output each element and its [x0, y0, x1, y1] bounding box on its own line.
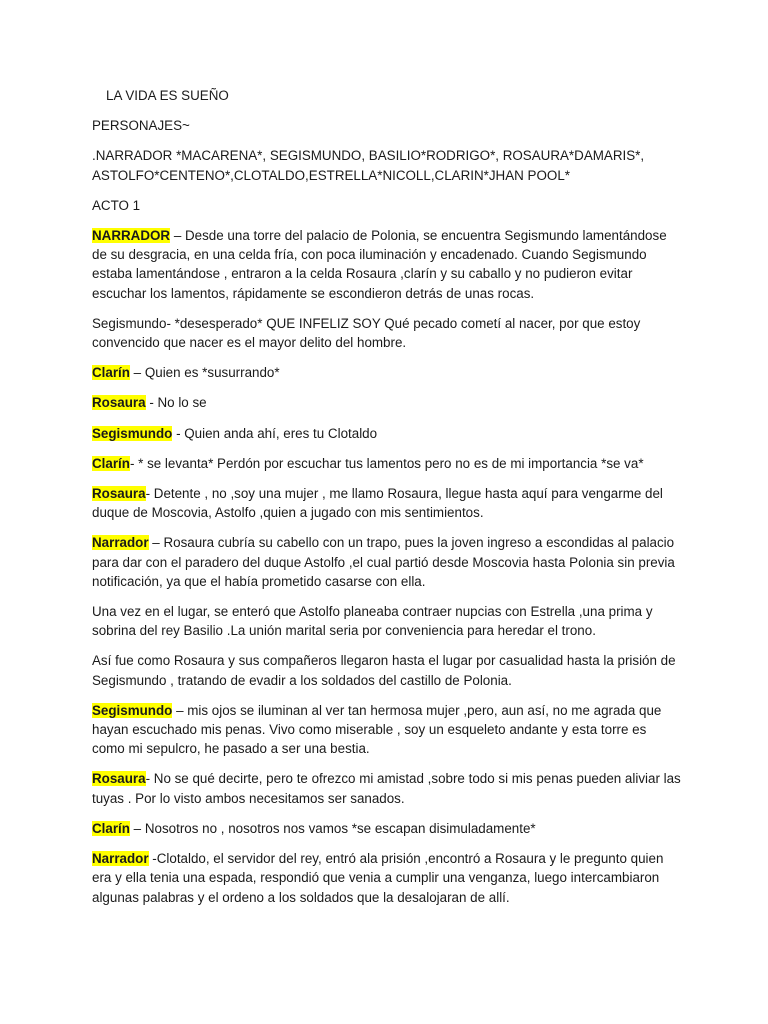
- personajes-heading: PERSONAJES~: [92, 118, 190, 134]
- script-line: [92, 454, 682, 473]
- script-line: [92, 701, 682, 759]
- line-text: Así fue como Rosaura y sus compañeros llegaron hasta el lugar por casualidad hasta la prisión de Segismundo , tratando de evadir a los soldados del castillo de Polonia.: [92, 653, 676, 688]
- speaker-name: Clarín: [92, 365, 130, 381]
- line-text: Segismundo- *desesperado* QUE INFELIZ SOY Qué pecado cometí al nacer, por que estoy convencido que nacer es el mayor delito del hombre.: [92, 315, 641, 351]
- speaker-name: Segismundo: [92, 702, 173, 718]
- act-heading: ACTO 1: [92, 197, 141, 213]
- line-text: - No lo se: [145, 395, 207, 411]
- speaker-name: Narrador: [92, 535, 149, 551]
- script-line: [92, 393, 682, 412]
- line-text: -Clotaldo, el servidor del rey, entró ala prisión ,encontró a Rosaura y le pregunto quien era y ella tenia una espada, respondió que venia a cumplir una venganza, luego intercambiaron algunas palabras y el ordeno a los soldados que la desalojaran de allí.: [92, 851, 664, 905]
- script-line: [92, 363, 682, 382]
- line-text: - * se levanta* Perdón por escuchar tus lamentos pero no es de mi importancia *se va*: [129, 455, 644, 471]
- script-line: [92, 424, 682, 443]
- speaker-name: NARRADOR: [92, 228, 171, 244]
- script-paragraph: [92, 602, 682, 640]
- speaker-name: Rosaura: [92, 771, 146, 787]
- line-text: – Rosaura cubría su cabello con un trapo, pues la joven ingreso a escondidas al palacio para dar con el paradero del duque Astolfo ,el cual partió desde Moscovia hasta Polonia sin previa notificación, ya que el había prometido casarse con ella.: [92, 535, 675, 589]
- speaker-name: Clarín: [92, 455, 130, 471]
- speaker-name: Clarín: [92, 820, 130, 836]
- speaker-name: Rosaura: [92, 395, 146, 411]
- line-text: - No se qué decirte, pero te ofrezco mi amistad ,sobre todo si mis penas pueden aliviar las tuyas . Por lo visto ambos necesitamos ser sanados.: [92, 771, 681, 806]
- script-line: [92, 819, 682, 838]
- script-line: [92, 226, 682, 303]
- script-line: [92, 484, 682, 522]
- line-text: – Nosotros no , nosotros nos vamos *se escapan disimuladamente*: [129, 820, 536, 836]
- script-line: [92, 849, 682, 907]
- line-text: - Quien anda ahí, eres tu Clotaldo: [172, 425, 378, 441]
- document-title: LA VIDA ES SUEÑO: [106, 88, 229, 103]
- line-text: Una vez en el lugar, se enteró que Astolfo planeaba contraer nupcias con Estrella ,una prima y sobrina del rey Basilio .La unión marital seria por conveniencia para heredar el trono.: [92, 604, 653, 639]
- line-text: - Detente , no ,soy una mujer , me llamo Rosaura, llegue hasta aquí para vengarme del duque de Moscovia, Astolfo ,quien a jugado con mis sentimientos.: [92, 486, 663, 521]
- line-text: – mis ojos se iluminan al ver tan hermosa mujer ,pero, aun así, no me agrada que hayan escuchado mis penas. Vivo como miserable , soy un esqueleto andante y esta torre es como mi sepulcro, he pasado a ser una bestia.: [92, 702, 662, 757]
- speaker-name: Rosaura: [92, 486, 146, 502]
- script-paragraph: [92, 651, 682, 689]
- cast-list: .NARRADOR *MACARENA*, SEGISMUNDO, BASILIO*RODRIGO*, ROSAURA*DAMARIS*, ASTOLFO*CENTENO*,CLOTALDO,ESTRELLA*NICOLL,CLARIN*JHAN POOL*: [92, 148, 645, 183]
- script-paragraph: [92, 314, 682, 352]
- line-text: – Quien es *susurrando*: [129, 365, 280, 381]
- script-line: [92, 533, 682, 591]
- speaker-name: Segismundo: [92, 425, 173, 441]
- line-text: – Desde una torre del palacio de Polonia, se encuentra Segismundo lamentándose de su desgracia, en una celda fría, con poca iluminación y encadenado. Cuando Segismundo estaba lamentándose , entraron a la celda Rosaura ,clarín y su caballo y no pudieron evitar escuchar los lamentos, rápidamente se escondieron detrás de unas rocas.: [92, 228, 667, 301]
- speaker-name: Narrador: [92, 851, 149, 867]
- script-line: [92, 769, 682, 807]
